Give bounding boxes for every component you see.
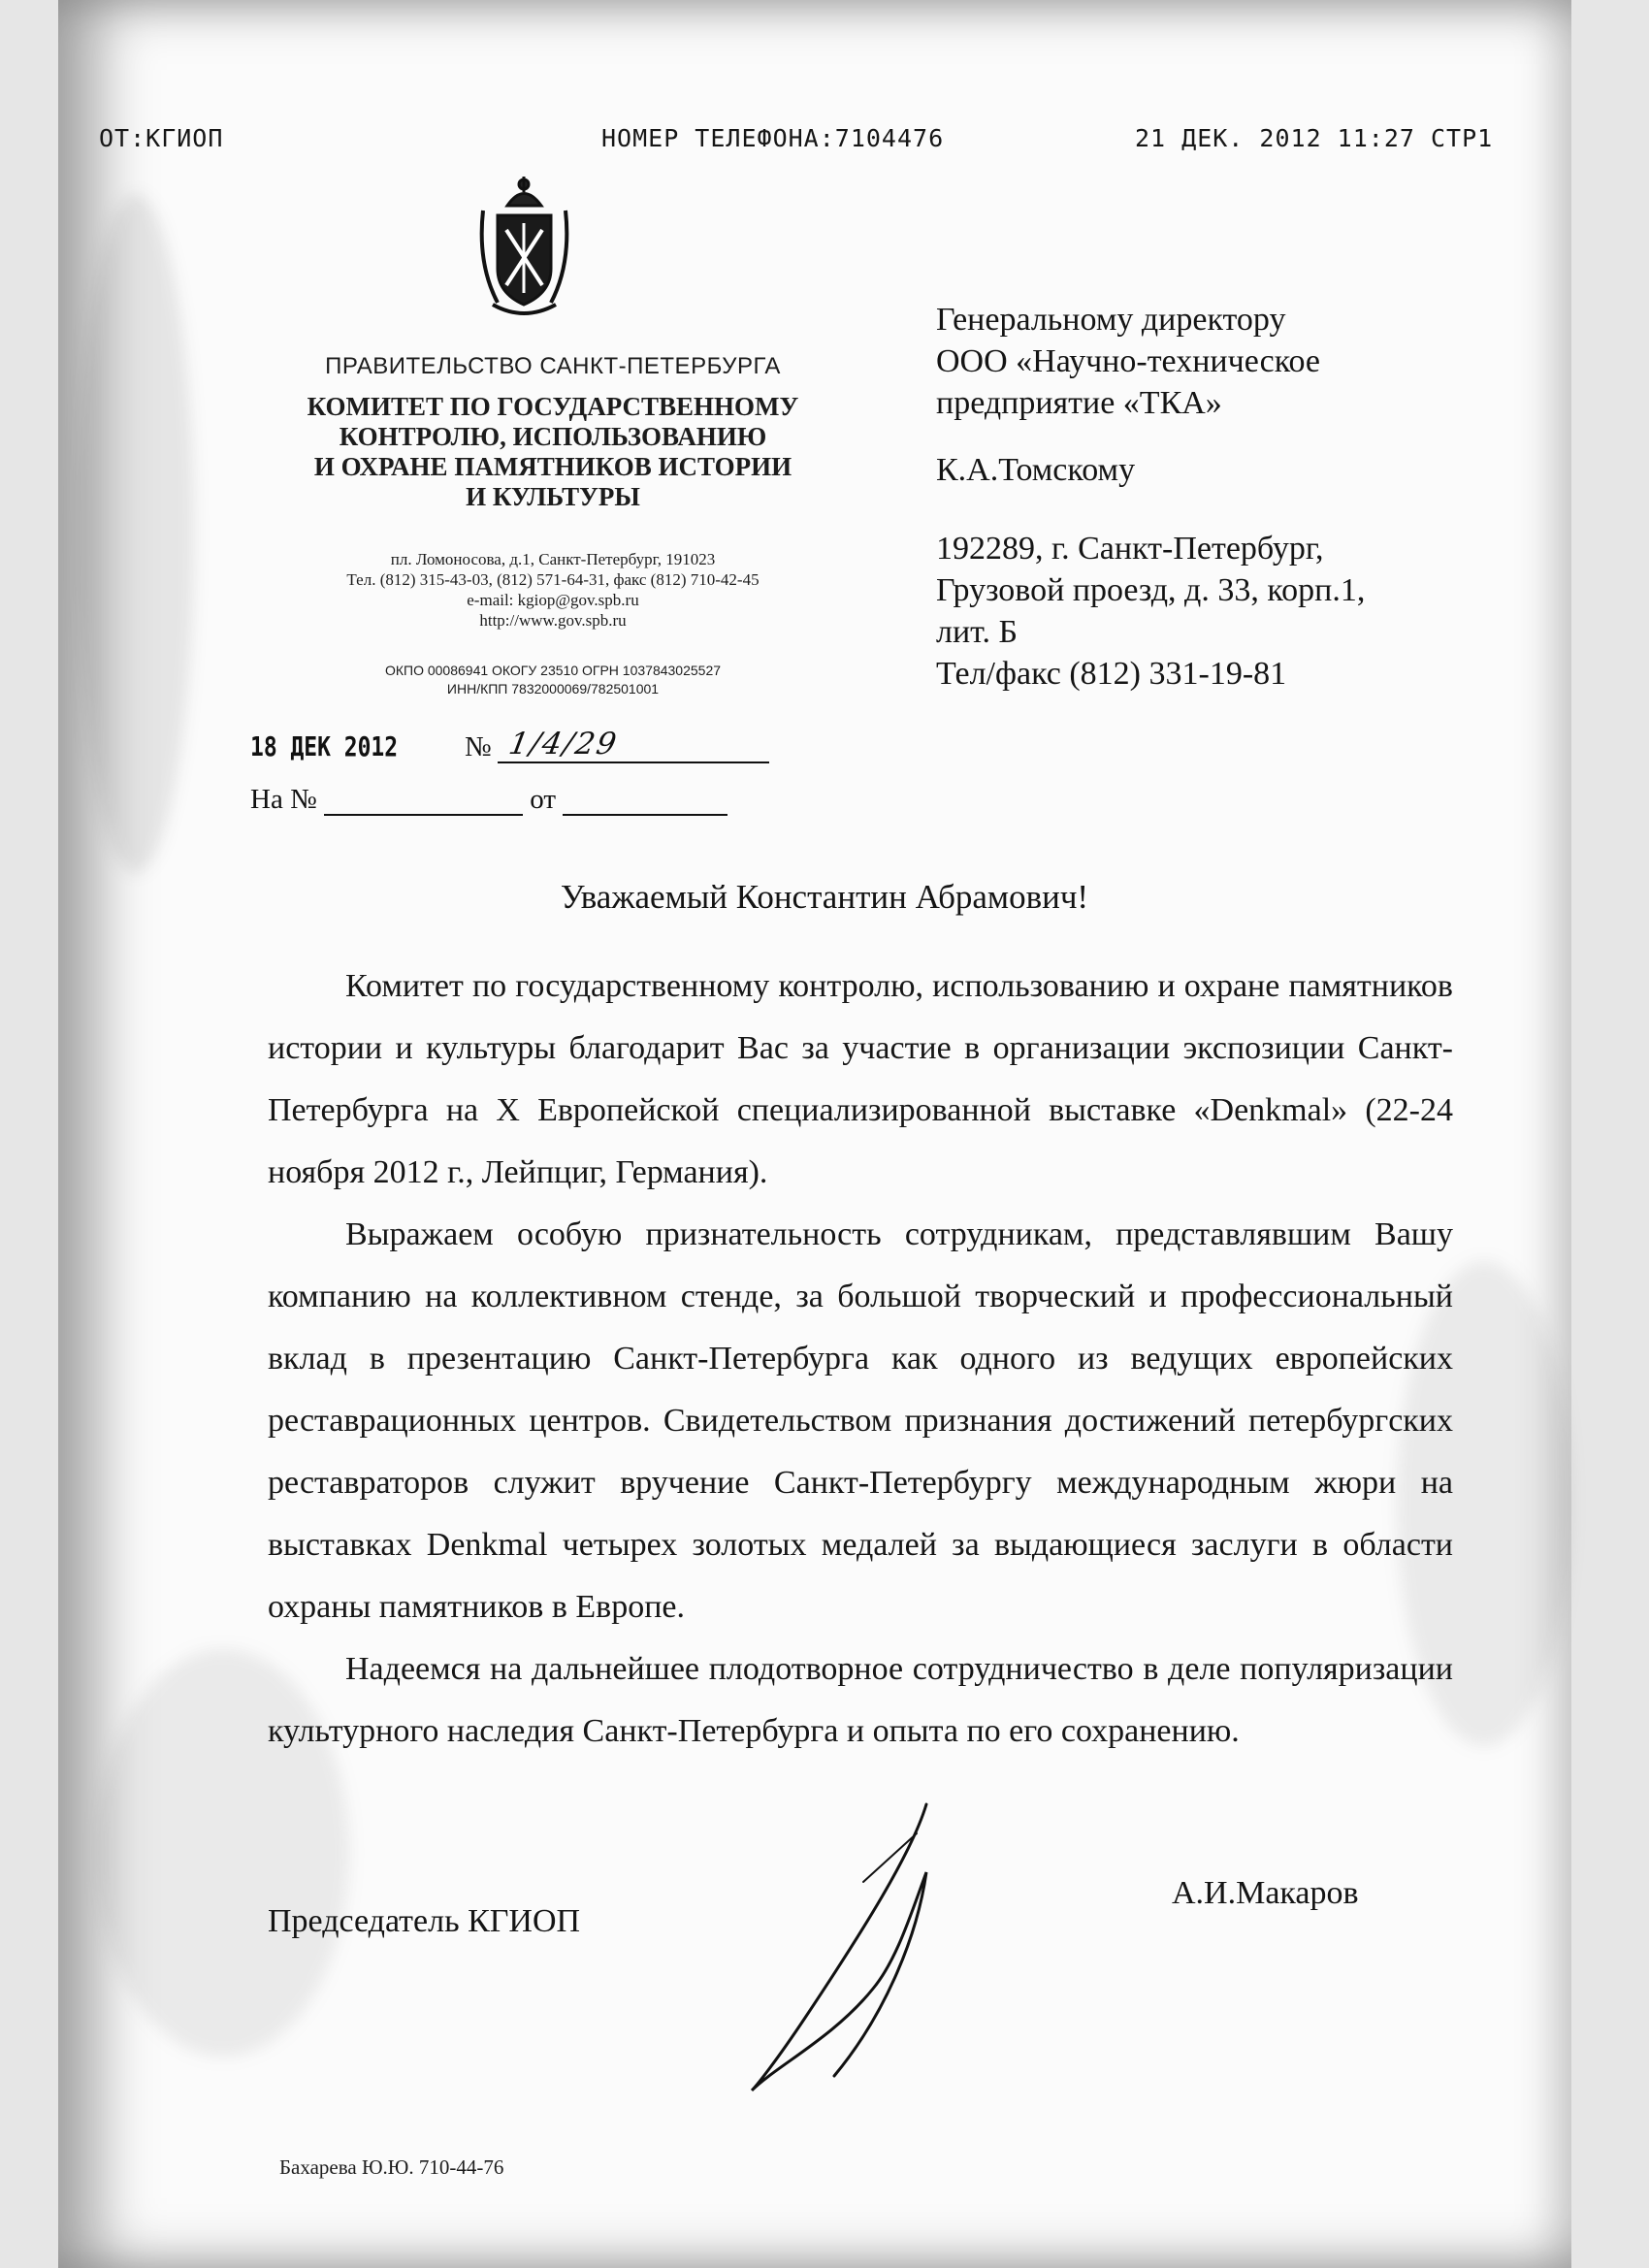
paper-stain	[78, 194, 194, 873]
handwritten-signature	[718, 1795, 1009, 2105]
registration-number-field	[498, 727, 769, 763]
signer-title: Председатель КГИОП	[268, 1903, 581, 1939]
committee-name	[262, 392, 844, 512]
government-name: ПРАВИТЕЛЬСТВО САНКТ-ПЕТЕРБУРГА	[325, 353, 781, 379]
registration-line	[250, 727, 769, 763]
signer-name: А.И.Макаров	[1172, 1875, 1359, 1911]
recipient-line: Генеральному директору	[936, 302, 1286, 338]
sender-block	[262, 351, 844, 698]
registration-date: 18 ДЕК 2012	[250, 730, 399, 762]
committee-line: И ОХРАНЕ ПАМЯТНИКОВ ИСТОРИИ	[313, 452, 792, 481]
greeting: Уважаемый Константин Абрамович!	[560, 878, 1089, 916]
recipient-line: ООО «Научно-техническое	[936, 343, 1321, 379]
fax-phone-number: НОМЕР ТЕЛЕФОНА:7104476	[601, 124, 945, 152]
recipient-address-line: 192289, г. Санкт-Петербург,	[936, 531, 1324, 567]
recipient-address-line: Грузовой проезд, д. 33, корп.1,	[936, 572, 1366, 608]
body-paragraph: Выражаем особую признательность сотрудникам, представлявшим Вашу компанию на коллективном стенде, за большой творческий и профессиональный вклад в презентацию Санкт-Петербурга как одного из ведущих европейских реставрационных центров. Свидетельством признания достижений петербургских реставраторов служит вручение Санкт-Петербургу международным жюри на выставках Denkmal четырех золотых медалей за выдающиеся заслуги в области охраны памятников в Европе.	[268, 1216, 1453, 1625]
sender-phones: Тел. (812) 315-43-03, (812) 571-64-31, факс (812) 710-42-45	[346, 570, 760, 589]
recipient-name: К.А.Томскому	[936, 452, 1136, 488]
reference-line	[250, 784, 728, 816]
body-paragraph: Надеемся на дальнейшее плодотворное сотрудничество в деле популяризации культурного наследия Санкт-Петербурга и опыта по его сохранению.	[268, 1651, 1453, 1749]
sender-codes	[262, 662, 844, 698]
recipient-line: предприятие «ТКА»	[936, 385, 1222, 421]
fax-sender: ОТ:КГИОП	[99, 124, 224, 152]
reference-date-label: от	[530, 784, 557, 815]
committee-line: КОМИТЕТ ПО ГОСУДАРСТВЕННОМУ	[307, 392, 799, 421]
sender-email: e-mail: kgiop@gov.spb.ru	[467, 591, 639, 609]
recipient-phone: Тел/факс (812) 331-19-81	[936, 656, 1287, 692]
sender-address: пл. Ломоносова, д.1, Санкт-Петербург, 191023	[390, 550, 716, 568]
recipient-block	[936, 299, 1479, 695]
body-paragraph: Комитет по государственному контролю, использованию и охране памятников истории и культуры благодарит Вас за участие в организации экспозиции Санкт-Петербурга на X Европейской специализированной выставке «Denkmal» (22-24 ноября 2012 г., Лейпциг, Германия).	[268, 968, 1453, 1190]
letter-body	[268, 956, 1453, 1763]
sender-contacts	[262, 549, 844, 631]
reference-number-blank	[324, 787, 523, 816]
committee-line: И КУЛЬТУРЫ	[466, 482, 640, 511]
recipient-address-line: лит. Б	[936, 614, 1018, 650]
committee-line: КОНТРОЛЮ, ИСПОЛЬЗОВАНИЮ	[339, 422, 767, 451]
sender-website: http://www.gov.spb.ru	[479, 611, 627, 630]
reference-number-label: На №	[250, 784, 317, 815]
registration-number-label: №	[465, 731, 492, 762]
reference-date-blank	[563, 787, 728, 816]
registration-number: 1/4/29	[505, 727, 621, 761]
fax-datetime: 21 ДЕК. 2012 11:27 СТР1	[1135, 124, 1494, 152]
codes-line: ИНН/КПП 7832000069/782501001	[446, 681, 660, 697]
st-petersburg-coat-of-arms-icon	[473, 177, 575, 322]
codes-line: ОКПО 00086941 ОКОГУ 23510 ОГРН 1037843025527	[384, 663, 722, 678]
executor-info: Бахарева Ю.Ю. 710-44-76	[279, 2155, 504, 2179]
